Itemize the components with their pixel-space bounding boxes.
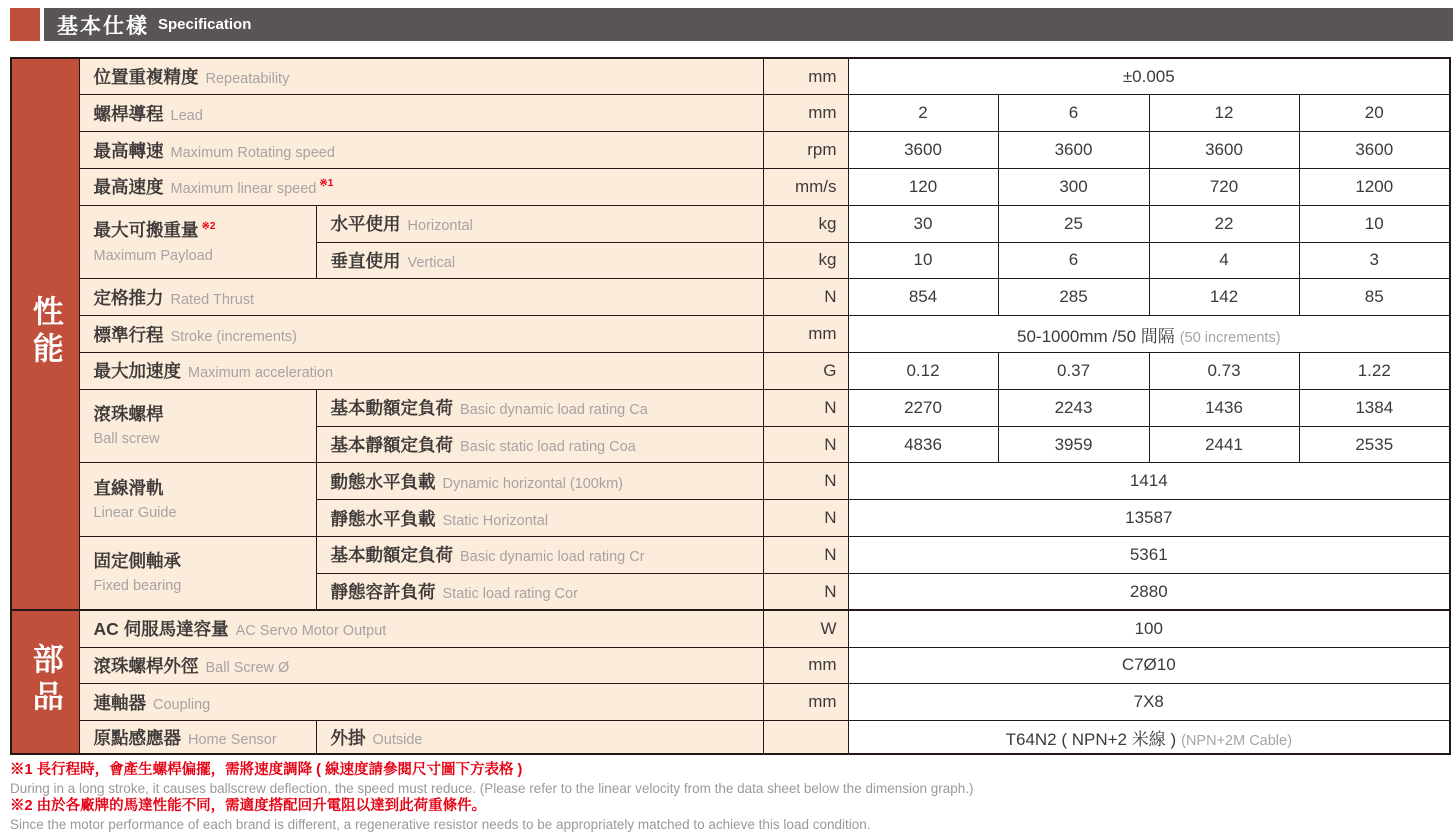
label-zh: 螺桿導程 [93, 103, 164, 124]
row-fixed-bearing-dynamic [11, 537, 1450, 574]
unit-cell: mm [763, 684, 848, 721]
label-zh: 水平使用 [330, 214, 401, 235]
value-cell: ±0.005 [848, 58, 1450, 95]
value-cell: 2270 [848, 389, 998, 426]
value-cell: 85 [1299, 279, 1450, 316]
footnote-1-en: During in a long stroke, it causes ballscrew deflection, the speed must reduce. (Please refer to the linear velocity from the data sheet below the dimension graph.) [10, 780, 974, 796]
unit-cell: mm/s [763, 168, 848, 205]
value-cell: 300 [998, 168, 1149, 205]
sidebar-performance-label: 性能 [27, 294, 63, 369]
home-sensor-value-main: T64N2 ( NPN+2 米線 ) [1005, 729, 1177, 749]
label-en: Dynamic horizontal (100km) [442, 475, 624, 492]
label-zh: 最高轉速 [93, 140, 164, 161]
value-cell: 2441 [1149, 426, 1299, 463]
label-en: Home Sensor [188, 731, 277, 748]
row-linear-guide-dynamic [11, 463, 1450, 500]
footnotes [10, 761, 1450, 833]
rated-thrust-label [79, 279, 763, 316]
unit-cell: mm [763, 647, 848, 684]
note-ref-2: ※2 [201, 220, 216, 232]
label-zh: 外掛 [330, 727, 366, 748]
row-coupling [11, 684, 1450, 721]
row-max-acceleration [11, 353, 1450, 390]
payload-vertical-label [316, 242, 763, 279]
label-en: Ball Screw Ø [205, 659, 290, 676]
home-sensor-label [79, 721, 316, 754]
home-sensor-mount-label [316, 721, 763, 754]
unit-cell: N [763, 463, 848, 500]
value-cell: 720 [1149, 168, 1299, 205]
value-cell: 3600 [998, 132, 1149, 169]
sidebar-parts-label: 部品 [27, 642, 63, 717]
row-rated-thrust [11, 279, 1450, 316]
row-stroke [11, 316, 1450, 353]
value-cell: 3600 [1299, 132, 1450, 169]
label-zh: 基本靜額定負荷 [330, 435, 453, 456]
value-cell: 12 [1149, 95, 1299, 132]
label-zh: 基本動額定負荷 [330, 545, 453, 566]
value-cell: 6 [998, 95, 1149, 132]
row-home-sensor [11, 721, 1450, 754]
value-cell: 3959 [998, 426, 1149, 463]
home-sensor-value-sub: (NPN+2M Cable) [1181, 732, 1292, 749]
label-en: Horizontal [407, 218, 473, 235]
label-zh: 最高速度 [93, 177, 164, 198]
value-cell: 0.12 [848, 353, 998, 390]
label-zh: AC 伺服馬達容量 [93, 619, 229, 640]
label-en: Fixed bearing [93, 578, 182, 595]
row-lead [11, 95, 1450, 132]
value-cell: 2 [848, 95, 998, 132]
ball-screw-static-label [316, 426, 763, 463]
label-en: Maximum Rotating speed [170, 144, 335, 161]
spec-table [10, 57, 1451, 755]
header-bar [44, 8, 1453, 41]
unit-cell: rpm [763, 132, 848, 169]
max-rotating-speed-label [79, 132, 763, 169]
label-en: Ball screw [93, 431, 160, 448]
max-linear-speed-label [79, 168, 763, 205]
stroke-value-sub: (50 increments) [1179, 329, 1281, 346]
linear-guide-dynamic-label [316, 463, 763, 500]
label-zh: 原點感應器 [93, 727, 181, 748]
label-zh: 定格推力 [93, 287, 164, 308]
unit-cell: N [763, 279, 848, 316]
value-cell: 142 [1149, 279, 1299, 316]
value-cell: 0.37 [998, 353, 1149, 390]
unit-cell: mm [763, 316, 848, 353]
unit-cell: mm [763, 58, 848, 95]
label-en: AC Servo Motor Output [235, 623, 387, 640]
label-en: Basic dynamic load rating Ca [460, 402, 648, 419]
fixed-bearing-dynamic-label [316, 537, 763, 574]
linear-guide-static-label [316, 500, 763, 537]
ball-screw-diameter-label [79, 647, 763, 684]
value-cell: 1436 [1149, 389, 1299, 426]
note-ref-1: ※1 [319, 178, 334, 190]
unit-cell: N [763, 426, 848, 463]
stroke-value-main: 50-1000mm /50 間隔 [1017, 326, 1175, 346]
unit-cell [763, 721, 848, 754]
value-cell: 2880 [848, 573, 1450, 610]
value-cell: 1384 [1299, 389, 1450, 426]
label-en: Maximum Payload [93, 247, 213, 264]
row-repeatability [11, 58, 1450, 95]
label-zh: 連軸器 [93, 692, 146, 713]
ball-screw-label [79, 389, 316, 463]
unit-cell: G [763, 353, 848, 390]
value-cell: 3 [1299, 242, 1450, 279]
accent-square [10, 8, 40, 41]
label-en: Maximum acceleration [188, 365, 334, 382]
value-cell: 10 [1299, 205, 1450, 242]
unit-cell: N [763, 389, 848, 426]
value-cell: 25 [998, 205, 1149, 242]
label-en: Static Horizontal [442, 512, 549, 529]
fixed-bearing-static-label [316, 573, 763, 610]
label-zh: 動態水平負載 [330, 471, 436, 492]
label-en: Static load rating Cor [442, 586, 578, 603]
value-cell: C7Ø10 [848, 647, 1450, 684]
max-acceleration-label [79, 353, 763, 390]
row-payload-horizontal [11, 205, 1450, 242]
value-cell: 2535 [1299, 426, 1450, 463]
value-cell: 1414 [848, 463, 1450, 500]
unit-cell: kg [763, 242, 848, 279]
lead-label [79, 95, 763, 132]
label-en: Basic static load rating Coa [460, 439, 636, 456]
label-zh: 滾珠螺桿 [93, 404, 164, 425]
label-en: Rated Thrust [170, 291, 255, 308]
sidebar-parts [11, 610, 79, 754]
label-en: Coupling [153, 696, 211, 713]
coupling-label [79, 684, 763, 721]
value-cell: 1200 [1299, 168, 1450, 205]
label-zh: 直線滑軌 [93, 477, 164, 498]
label-zh: 標準行程 [93, 324, 164, 345]
label-zh: 靜態容許負荷 [330, 582, 436, 603]
value-cell: 30 [848, 205, 998, 242]
value-cell: 1.22 [1299, 353, 1450, 390]
label-en: Outside [372, 731, 423, 748]
row-servo-output [11, 610, 1450, 647]
value-cell: 0.73 [1149, 353, 1299, 390]
row-ball-screw-diameter [11, 647, 1450, 684]
unit-cell: N [763, 573, 848, 610]
value-cell: 7X8 [848, 684, 1450, 721]
value-cell: 100 [848, 610, 1450, 647]
footnote-2-zh: ※2 由於各廠牌的馬達性能不同，需適度搭配回升電阻以達到此荷重條件。 [10, 798, 487, 814]
value-cell: 2243 [998, 389, 1149, 426]
label-en: Basic dynamic load rating Cr [460, 549, 645, 566]
label-zh: 垂直使用 [330, 250, 401, 271]
value-cell: 10 [848, 242, 998, 279]
ball-screw-dynamic-label [316, 389, 763, 426]
value-cell: 285 [998, 279, 1149, 316]
section-header [10, 8, 1453, 41]
row-max-linear-speed [11, 168, 1450, 205]
fixed-bearing-label [79, 537, 316, 611]
unit-cell: W [763, 610, 848, 647]
unit-cell: N [763, 500, 848, 537]
value-cell [848, 316, 1450, 353]
label-en: Repeatability [205, 71, 290, 88]
label-zh: 滾珠螺桿外徑 [93, 655, 199, 676]
label-zh: 固定側軸承 [93, 551, 181, 572]
value-cell: 6 [998, 242, 1149, 279]
value-cell: 4836 [848, 426, 998, 463]
value-cell: 854 [848, 279, 998, 316]
unit-cell: kg [763, 205, 848, 242]
value-cell: 13587 [848, 500, 1450, 537]
page-title-en: Specification [158, 16, 252, 33]
page-title-zh: 基本仕樣 [57, 14, 149, 38]
value-cell: 120 [848, 168, 998, 205]
row-max-rotating-speed [11, 132, 1450, 169]
value-cell: 3600 [1149, 132, 1299, 169]
label-zh: 靜態水平負載 [330, 508, 436, 529]
label-en: Lead [170, 107, 203, 124]
row-ball-screw-dynamic [11, 389, 1450, 426]
stroke-label [79, 316, 763, 353]
footnote-1-zh: ※1 長行程時，會產生螺桿偏擺，需將速度調降 ( 線速度請參閱尺寸圖下方表格 ) [10, 762, 523, 778]
label-zh: 位置重複精度 [93, 67, 199, 88]
sidebar-performance [11, 58, 79, 610]
value-cell [848, 721, 1450, 754]
value-cell: 5361 [848, 537, 1450, 574]
label-zh: 基本動額定負荷 [330, 398, 453, 419]
value-cell: 22 [1149, 205, 1299, 242]
max-payload-label [79, 205, 316, 279]
repeatability-label [79, 58, 763, 95]
label-en: Vertical [407, 254, 456, 271]
label-zh: 最大可搬重量 [93, 219, 199, 240]
value-cell: 4 [1149, 242, 1299, 279]
payload-horizontal-label [316, 205, 763, 242]
unit-cell: N [763, 537, 848, 574]
unit-cell: mm [763, 95, 848, 132]
servo-output-label [79, 610, 763, 647]
value-cell: 20 [1299, 95, 1450, 132]
label-en: Stroke (increments) [170, 328, 298, 345]
label-en: Maximum linear speed [170, 181, 317, 198]
footnote-2-en: Since the motor performance of each brand is different, a regenerative resistor needs to be appropriately matched to achieve this load condition. [10, 816, 871, 832]
value-cell: 3600 [848, 132, 998, 169]
label-zh: 最大加速度 [93, 361, 181, 382]
label-en: Linear Guide [93, 505, 177, 522]
linear-guide-label [79, 463, 316, 537]
